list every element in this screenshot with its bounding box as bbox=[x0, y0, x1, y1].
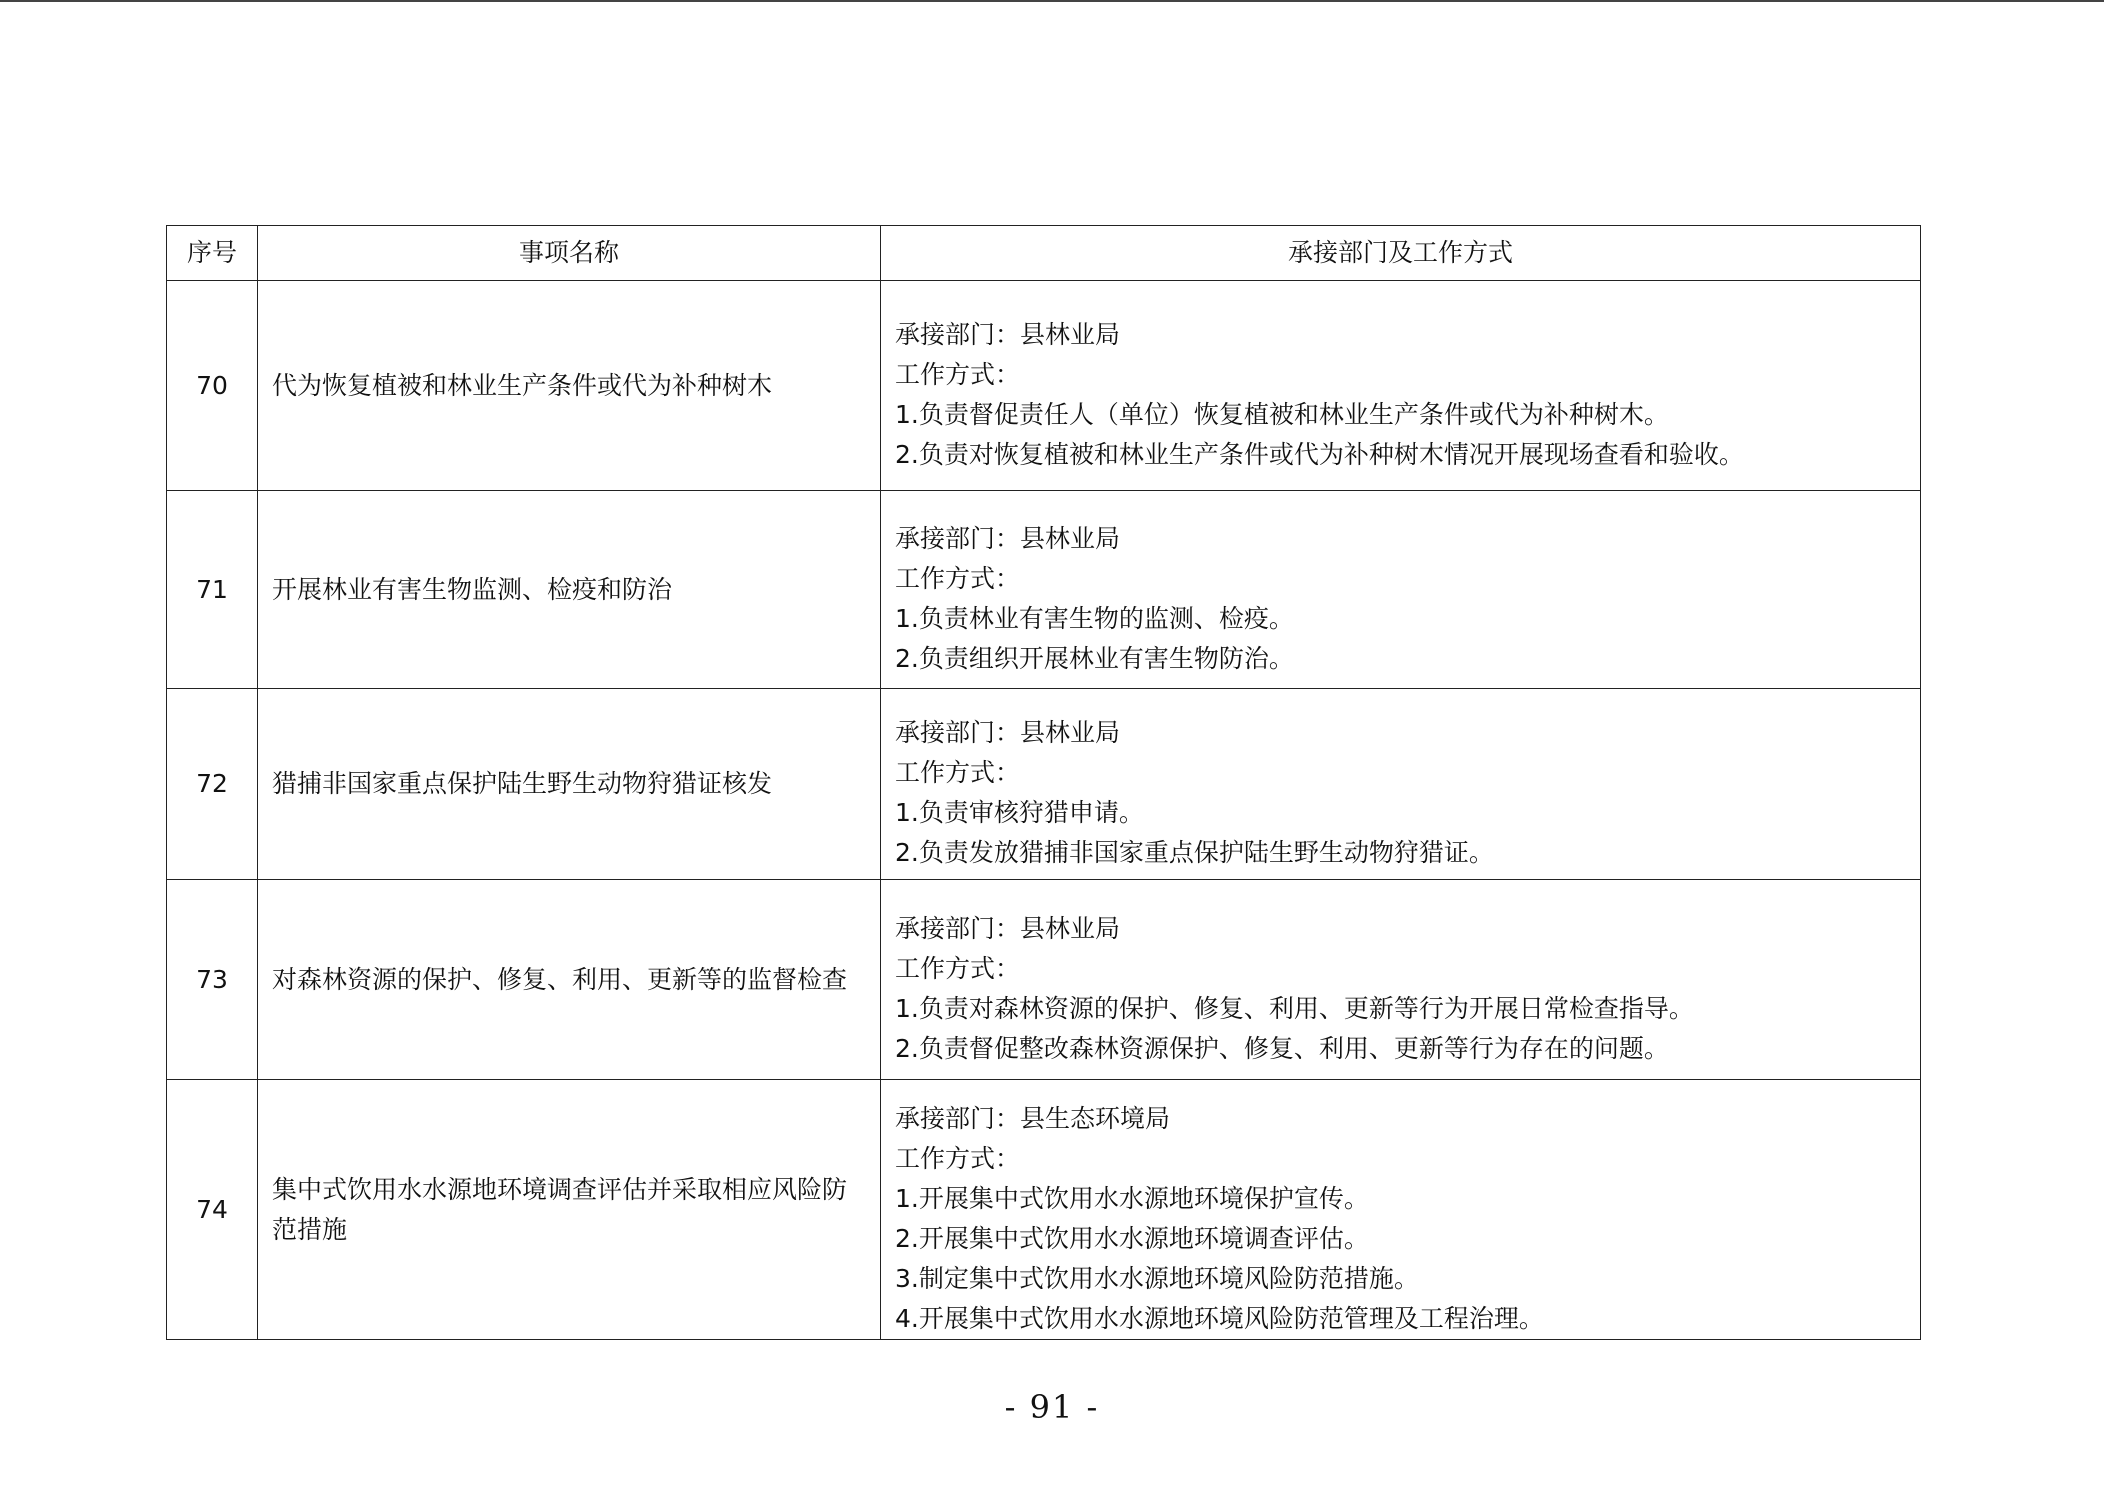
method-heading: 工作方式： bbox=[895, 359, 1021, 389]
table-header-row bbox=[167, 226, 1921, 281]
method-step: 1.负责林业有害生物的监测、检疫。 bbox=[895, 603, 1294, 633]
row-number: 71 bbox=[167, 491, 258, 689]
item-name: 猎捕非国家重点保护陆生野生动物狩猎证核发 bbox=[258, 689, 881, 880]
row-number: 74 bbox=[167, 1080, 258, 1340]
method-heading: 工作方式： bbox=[895, 1143, 1021, 1173]
table-row bbox=[167, 689, 1921, 880]
method-step: 2.负责对恢复植被和林业生产条件或代为补种树木情况开展现场查看和验收。 bbox=[895, 439, 1744, 469]
method-step: 1.开展集中式饮用水水源地环境保护宣传。 bbox=[895, 1183, 1369, 1213]
method-step: 2.负责组织开展林业有害生物防治。 bbox=[895, 643, 1294, 673]
header-serial-number: 序号 bbox=[167, 226, 258, 281]
row-number: 72 bbox=[167, 689, 258, 880]
top-border-line bbox=[0, 0, 2104, 2]
item-name: 开展林业有害生物监测、检疫和防治 bbox=[258, 491, 881, 689]
item-name: 集中式饮用水水源地环境调查评估并采取相应风险防范措施 bbox=[258, 1080, 881, 1340]
table-row bbox=[167, 491, 1921, 689]
table-row bbox=[167, 880, 1921, 1080]
department-line: 承接部门：县林业局 bbox=[895, 718, 1121, 747]
row-number: 73 bbox=[167, 880, 258, 1080]
department-line: 承接部门：县林业局 bbox=[895, 319, 1121, 349]
department-line: 承接部门：县林业局 bbox=[895, 913, 1121, 943]
header-item-name: 事项名称 bbox=[258, 226, 881, 281]
item-name: 对森林资源的保护、修复、利用、更新等的监督检查 bbox=[258, 880, 881, 1080]
method-step: 1.负责审核狩猎申请。 bbox=[895, 798, 1144, 827]
department-and-method bbox=[881, 281, 1921, 491]
method-step: 3.制定集中式饮用水水源地环境风险防范措施。 bbox=[895, 1263, 1419, 1293]
method-step: 2.开展集中式饮用水水源地环境调查评估。 bbox=[895, 1223, 1369, 1253]
department-and-method bbox=[881, 1080, 1921, 1340]
department-and-method bbox=[881, 880, 1921, 1080]
method-step: 4.开展集中式饮用水水源地环境风险防范管理及工程治理。 bbox=[895, 1303, 1544, 1333]
header-department-and-method: 承接部门及工作方式 bbox=[881, 226, 1921, 281]
item-name: 代为恢复植被和林业生产条件或代为补种树木 bbox=[258, 281, 881, 491]
task-table bbox=[166, 225, 1921, 1340]
table-row bbox=[167, 281, 1921, 491]
method-step: 2.负责发放猎捕非国家重点保护陆生野生动物狩猎证。 bbox=[895, 838, 1494, 867]
department-and-method bbox=[881, 689, 1921, 880]
method-step: 1.负责督促责任人（单位）恢复植被和林业生产条件或代为补种树木。 bbox=[895, 399, 1669, 429]
department-and-method bbox=[881, 491, 1921, 689]
department-line: 承接部门：县林业局 bbox=[895, 523, 1121, 553]
method-heading: 工作方式： bbox=[895, 563, 1021, 593]
row-number: 70 bbox=[167, 281, 258, 491]
table-row bbox=[167, 1080, 1921, 1340]
method-heading: 工作方式： bbox=[895, 758, 1021, 787]
method-heading: 工作方式： bbox=[895, 953, 1021, 983]
page-number: - 91 - bbox=[1004, 1388, 1100, 1426]
department-line: 承接部门：县生态环境局 bbox=[895, 1103, 1171, 1133]
method-step: 2.负责督促整改森林资源保护、修复、利用、更新等行为存在的问题。 bbox=[895, 1033, 1669, 1063]
method-step: 1.负责对森林资源的保护、修复、利用、更新等行为开展日常检查指导。 bbox=[895, 993, 1694, 1023]
